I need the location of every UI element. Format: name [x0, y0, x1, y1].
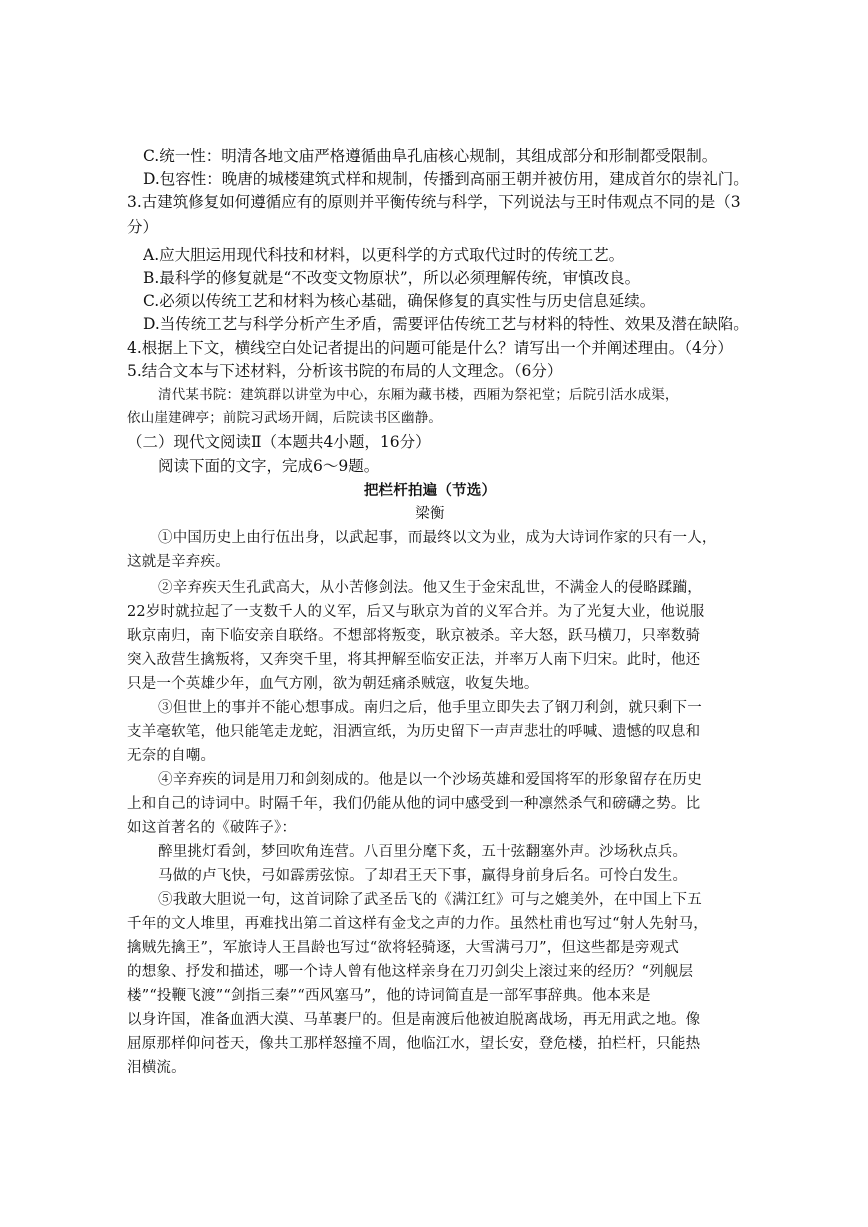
q3-option-a: A.应大胆运用现代科技和材料，以更科学的方式取代过时的传统工艺。: [143, 246, 625, 264]
passage-line: ④辛弃疾的词是用刀和剑刻成的。他是以一个沙场英雄和爱国将军的形象留存在历史: [158, 772, 702, 788]
q3-stem-cont: 分）: [127, 218, 159, 236]
q4-stem: 4.根据上下文，横线空白处记者提出的问题可能是什么？请写出一个并阐述理由。（4分）: [127, 339, 733, 357]
passage-line: ⑤我敢大胆说一句，这首词除了武圣岳飞的《满江红》可与之媲美外，在中国上下五: [158, 892, 702, 908]
passage-line: ②辛弃疾天生孔武高大，从小苦修剑法。他又生于金宋乱世，不满金人的侵略蹂躏，: [158, 580, 702, 596]
passage-line: 千年的文人堆里，再难找出第二首这样有金戈之声的力作。虽然杜甫也写过“射人先射马，: [127, 916, 708, 932]
q2-option-c: C.统一性：明清各地文庙严格遵循曲阜孔庙核心规制，其组成部分和形制都受限制。: [143, 147, 718, 165]
q3-option-d: D.当传统工艺与科学分析产生矛盾，需要评估传统工艺与材料的特性、效果及潜在缺陷。: [143, 315, 749, 333]
passage-line: 屈原那样仰问苍天，像共工那样怒撞不周，他临江水，望长安，登危楼，拍栏杆，只能热: [127, 1036, 701, 1052]
q3-stem: 3.古建筑修复如何遵循应有的原则并平衡传统与科学，下列说法与王时伟观点不同的是（3: [127, 193, 741, 211]
q2-option-d: D.包容性：晚唐的城楼建筑式样和规制，传播到高丽王朝并被仿用，建成首尔的崇礼门。: [143, 170, 749, 188]
passage-line: 支羊毫软笔，他只能笔走龙蛇，泪洒宣纸，为历史留下一声声悲壮的呼喊、遗憾的叹息和: [127, 724, 701, 740]
passage-line: 突入敌营生擒叛将，又奔突千里，将其押解至临安正法，并率万人南下归宋。此时，他还: [127, 652, 701, 668]
passage-title: 把栏杆拍遍（节选）: [363, 482, 497, 499]
passage-line: 22岁时就拉起了一支数千人的义军，后又与耿京为首的义军合并。为了光复大业，他说服: [127, 604, 705, 620]
passage-line: 楼”“投鞭飞渡”“剑指三秦”“西风塞马”，他的诗词简直是一部军事辞典。他本来是: [127, 988, 651, 1004]
q5-material-line: 依山崖建碑亭；前院习武场开阔，后院读书区幽静。: [127, 410, 443, 426]
passage-line: 只是一个英雄少年，血气方刚，欲为朝廷痛杀贼寇，收复失地。: [127, 676, 539, 692]
q3-option-c: C.必须以传统工艺和材料为核心基础，确保修复的真实性与历史信息延续。: [143, 292, 656, 310]
passage-line: 这就是辛弃疾。: [127, 554, 230, 570]
section-heading: （二）现代文阅读Ⅱ（本题共4小题，16分）: [127, 433, 431, 451]
passage-line: 的想象、抒发和描述，哪一个诗人曾有他这样亲身在刀刃剑尖上滚过来的经历？“列舰层: [127, 964, 694, 980]
passage-line: ①中国历史上由行伍出身，以武起事，而最终以文为业，成为大诗词作家的只有一人，: [158, 530, 717, 546]
section-instruction: 阅读下面的文字，完成6～9题。: [158, 457, 380, 475]
passage-line: 泪横流。: [127, 1060, 186, 1076]
q5-stem: 5.结合文本与下述材料，分析该书院的布局的人文理念。（6分）: [127, 362, 563, 380]
passage-line: 耿京南归，南下临安亲自联络。不想部将叛变，耿京被杀。辛大怒，跃马横刀，只率数骑: [127, 628, 701, 644]
q5-material-line: 清代某书院：建筑群以讲堂为中心，东厢为藏书楼，西厢为祭祀堂；后院引活水成渠，: [158, 387, 679, 403]
passage-line: 以身许国，准备血洒大漠、马革裹尸的。但是南渡后他被迫脱离战场，再无用武之地。像: [127, 1012, 701, 1028]
passage-author: 梁衡: [415, 506, 445, 522]
passage-line: 无奈的自嘲。: [127, 748, 216, 764]
passage-line: 上和自己的诗词中。时隔千年，我们仍能从他的词中感受到一种凛然杀气和磅礴之势。比: [127, 796, 701, 812]
poem-line: 醉里挑灯看剑，梦回吹角连营。八百里分麾下炙，五十弦翻塞外声。沙场秋点兵。: [158, 844, 688, 860]
passage-line: ③但世上的事并不能心想事成。南归之后，他手里立即失去了钢刀利剑，就只剩下一: [158, 700, 702, 716]
poem-line: 马做的卢飞快，弓如霹雳弦惊。了却君王天下事，赢得身前身后名。可怜白发生。: [158, 868, 688, 884]
passage-line: 擒贼先擒王”，军旅诗人王昌龄也写过“欲将轻骑逐，大雪满弓刀”，但这些都是旁观式: [127, 940, 680, 956]
q3-option-b: B.最科学的修复就是“不改变文物原状”，所以必须理解传统，审慎改良。: [143, 269, 641, 287]
passage-line: 如这首著名的《破阵子》：: [127, 820, 297, 836]
